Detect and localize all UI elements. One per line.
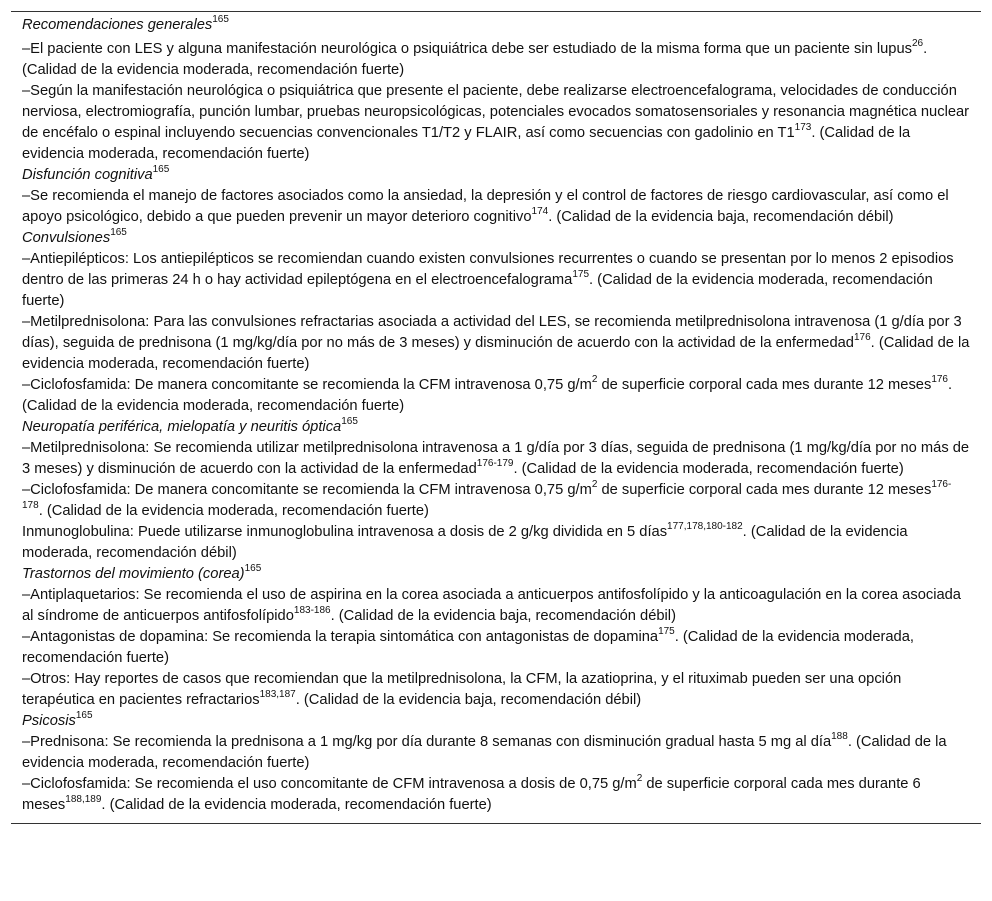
recommendation-text: –Otros: Hay reportes de casos que recomiendan que la metilprednisolona, la CFM, la azatioprina, y el rituximab pueden ser una opción terapéutica en pacientes refractarios — [22, 671, 902, 708]
section-reference: 165 — [110, 227, 127, 239]
citation-reference: 183,187 — [259, 689, 296, 701]
section-heading — [22, 711, 971, 732]
section-title: Disfunción cognitiva — [22, 167, 153, 183]
recommendation-text-continued: de superficie corporal cada mes durante 12 meses — [597, 377, 932, 393]
unit-exponent: 2 — [591, 374, 598, 386]
citation-reference: 183-186 — [293, 605, 331, 617]
citation-reference: 176-178 — [22, 479, 952, 512]
evidence-quality: . (Calidad de la evidencia moderada, recomendación fuerte) — [22, 272, 933, 309]
recommendation-text: –Ciclofosfamida: Se recomienda el uso concomitante de CFM intravenosa a dosis de 0,75 g/m — [22, 776, 637, 792]
evidence-quality: . (Calidad de la evidencia moderada, recomendación fuerte) — [22, 377, 953, 414]
recommendation-text: –Antiepilépticos: Los antiepilépticos se recomiendan cuando existen convulsiones recurrentes o cuando se presentan por lo menos 2 episodios dentro de las primeras 24 h o hay actividad epileptógena en el electroencefalograma — [22, 251, 954, 288]
citation-reference: 177,178,180-182 — [667, 521, 743, 533]
citation-reference: 175 — [658, 626, 675, 638]
section-heading — [22, 15, 971, 36]
evidence-quality: . (Calidad de la evidencia moderada, recomendación fuerte) — [513, 461, 904, 477]
recommendation-item — [22, 375, 971, 417]
recommendation-item — [22, 774, 971, 816]
recommendation-text: –Metilprednisolona: Se recomienda utilizar metilprednisolona intravenosa a 1 g/día por 3 días, seguida de prednisona (1 mg/kg/día por no más de 3 meses) y disminución de acuerdo con la actividad de la enfermedad — [22, 440, 970, 477]
recommendation-item — [22, 249, 971, 312]
evidence-quality: . (Calidad de la evidencia baja, recomendación débil) — [330, 608, 676, 624]
evidence-quality: . (Calidad de la evidencia moderada, recomendación fuerte) — [22, 41, 928, 78]
recommendation-item — [22, 39, 971, 81]
section-reference: 165 — [212, 14, 229, 26]
table-body — [11, 12, 981, 823]
recommendation-item — [22, 732, 971, 774]
recommendation-text: –Antiplaquetarios: Se recomienda el uso de aspirina en la corea asociada a anticuerpos antifosfolípido y la anticoagulación en la corea asociada al síndrome de anticuerpos antifosfolípido — [22, 587, 961, 624]
recommendation-item — [22, 522, 971, 564]
recommendation-text: –Prednisona: Se recomienda la prednisona a 1 mg/kg por día durante 8 semanas con disminución gradual hasta 5 mg al día — [22, 734, 832, 750]
section-title: Convulsiones — [22, 230, 111, 246]
citation-reference: 188,189 — [65, 794, 102, 806]
evidence-quality: . (Calidad de la evidencia baja, recomendación débil) — [295, 692, 642, 708]
recommendation-item — [22, 585, 971, 627]
citation-reference: 188 — [831, 731, 848, 743]
recommendation-item — [22, 480, 971, 522]
recommendation-item — [22, 312, 971, 375]
recommendation-item — [22, 669, 971, 711]
recommendation-item — [22, 438, 971, 480]
evidence-quality: . (Calidad de la evidencia moderada, recomendación débil) — [22, 524, 908, 561]
recommendation-text: –Antagonistas de dopamina: Se recomienda la terapia sintomática con antagonistas de dopamina — [22, 629, 659, 645]
section-reference: 165 — [341, 416, 358, 428]
evidence-quality: . (Calidad de la evidencia moderada, recomendación fuerte) — [22, 734, 947, 771]
recommendation-text: –Ciclofosfamida: De manera concomitante se recomienda la CFM intravenosa 0,75 g/m — [22, 377, 592, 393]
section-title: Recomendaciones generales — [22, 17, 213, 33]
section-heading — [22, 228, 971, 249]
section-title: Trastornos del movimiento (corea) — [22, 566, 245, 582]
citation-reference: 175 — [572, 269, 590, 281]
recommendation-item — [22, 186, 971, 228]
citation-reference: 26 — [911, 38, 924, 50]
recommendation-item — [22, 81, 971, 165]
recommendation-text: –Metilprednisolona: Para las convulsiones refractarias asociada a actividad del LES, se recomienda metilprednisolona intravenosa (1 g/día por 3 días), seguida de prednisona (1 mg/kg/día por no más de 3 meses) y disminución de acuerdo con la actividad de la enfermedad — [22, 314, 962, 351]
recommendation-item — [22, 627, 971, 669]
recommendation-text: –Se recomienda el manejo de factores asociados como la ansiedad, la depresión y el control de factores de riesgo cardiovascular, así como el apoyo psicológico, debido a que pueden prevenir un mayor deterioro cognitivo — [22, 188, 949, 225]
recommendation-text: –El paciente con LES y alguna manifestación neurológica o psiquiátrica debe ser estudiado de la misma forma que un paciente sin lupus — [22, 41, 912, 57]
recommendation-text: Inmunoglobulina: Puede utilizarse inmunoglobulina intravenosa a dosis de 2 g/kg dividida en 5 días — [22, 524, 668, 540]
citation-reference: 173 — [794, 122, 812, 134]
evidence-quality: . (Calidad de la evidencia moderada, recomendación fuerte) — [22, 629, 914, 666]
citation-reference: 176 — [853, 332, 871, 344]
unit-exponent: 2 — [591, 479, 598, 491]
evidence-quality: . (Calidad de la evidencia moderada, recomendación fuerte) — [22, 335, 970, 372]
section-reference: 165 — [244, 563, 262, 575]
unit-exponent: 2 — [636, 773, 643, 785]
evidence-quality: . (Calidad de la evidencia baja, recomendación débil) — [548, 209, 894, 225]
recommendation-text: –Ciclofosfamida: De manera concomitante se recomienda la CFM intravenosa 0,75 g/m — [22, 482, 592, 498]
evidence-quality: . (Calidad de la evidencia moderada, recomendación fuerte) — [22, 125, 911, 162]
citation-reference: 176-179 — [476, 458, 514, 470]
section-heading — [22, 165, 971, 186]
evidence-quality: . (Calidad de la evidencia moderada, recomendación fuerte) — [101, 797, 492, 813]
citation-reference: 176 — [931, 374, 948, 386]
citation-reference: 174 — [531, 206, 549, 218]
recommendation-text-continued: de superficie corporal cada mes durante 12 meses — [597, 482, 932, 498]
section-reference: 165 — [75, 710, 93, 722]
section-title: Psicosis — [22, 713, 76, 729]
recommendations-table — [11, 11, 981, 824]
section-title: Neuropatía periférica, mielopatía y neuritis óptica — [22, 419, 342, 435]
section-reference: 165 — [152, 164, 170, 176]
evidence-quality: . (Calidad de la evidencia moderada, recomendación fuerte) — [38, 503, 429, 519]
recommendation-text-continued: de superficie corporal cada mes durante 6 meses — [22, 776, 921, 813]
section-heading — [22, 417, 971, 438]
recommendation-text: –Según la manifestación neurológica o psiquiátrica que presente el paciente, debe realizarse electroencefalograma, velocidades de conducción nerviosa, electromiografía, punción lumbar, pruebas neuropsicológicas, potenciales evocados somatosensoriales y resonancia magnética nuclear de encéfalo o espinal incluyendo secuencias convencionales T1/T2 y FLAIR, así como secuencias con gadolinio en T1 — [22, 83, 970, 141]
section-heading — [22, 564, 971, 585]
